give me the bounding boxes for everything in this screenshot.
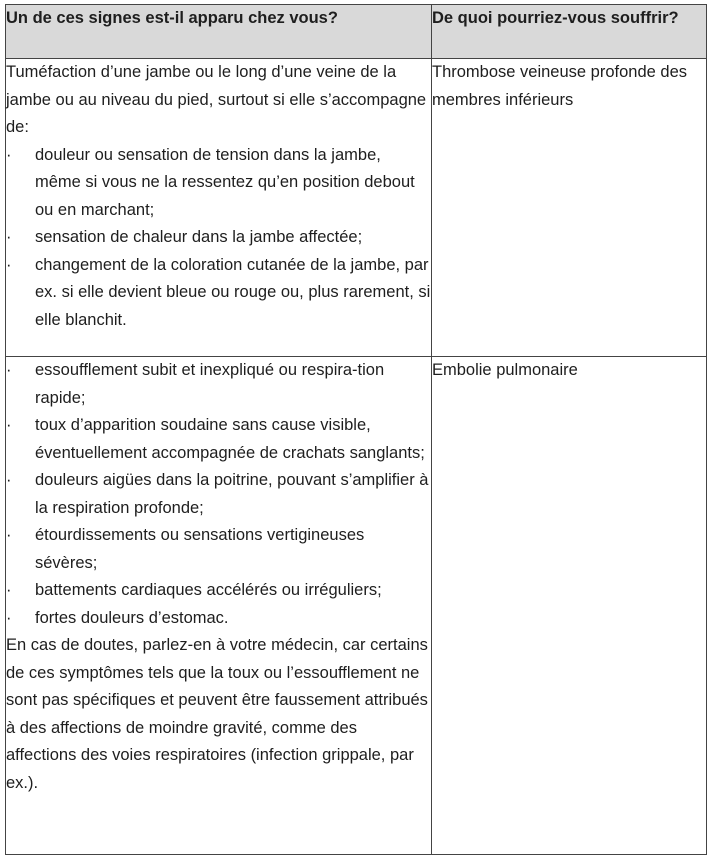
condition-cell: Embolie pulmonaire — [432, 357, 707, 855]
header-condition: De quoi pourriez-vous souffrir? — [432, 5, 707, 59]
list-item — [6, 252, 431, 335]
bullet-icon: · — [6, 228, 12, 246]
header-symptoms: Un de ces signes est-il apparu chez vous? — [6, 5, 432, 59]
bullet-icon: · — [6, 581, 12, 599]
list-item — [6, 412, 431, 467]
symptom-table — [5, 4, 707, 855]
list-item-text: sensation de chaleur dans la jambe affectée; — [35, 228, 363, 246]
table-row — [6, 59, 707, 357]
list-item — [6, 577, 431, 605]
list-item-text: battements cardiaques accélérés ou irréguliers; — [35, 581, 382, 599]
list-item-text: fortes douleurs d’estomac. — [35, 608, 229, 627]
list-item-text: douleurs aigües dans la poitrine, pouvant s’amplifier à la respiration profonde; — [35, 471, 429, 517]
bullet-icon: · — [6, 145, 12, 164]
symptom-list — [6, 357, 431, 632]
bullet-icon: · — [6, 361, 12, 379]
table-header-row — [6, 5, 707, 59]
list-item-text: étourdissements ou sensations vertigineuses sévères; — [35, 526, 365, 572]
list-item-text: essoufflement subit et inexpliqué ou respira-tion rapide; — [35, 361, 385, 407]
list-item — [6, 605, 431, 633]
bullet-icon: · — [6, 471, 12, 489]
symptoms-cell — [6, 59, 432, 357]
bullet-icon: · — [6, 416, 12, 434]
list-item — [6, 467, 431, 522]
list-item-text: toux d’apparition soudaine sans cause visible, éventuellement accompagnée de crachats sanglants; — [35, 416, 425, 462]
bullet-icon: · — [6, 255, 12, 274]
symptom-list — [6, 142, 431, 335]
doctor-advice-note: En cas de doutes, parlez-en à votre médecin, car certains de ces symptômes tels que la toux ou l’essoufflement ne sont pas spécifiques et peuvent être faussement attribués à des affections de moindre gravité, comme des affections des voies respiratoires (infection grippale, par ex.). — [6, 636, 428, 792]
condition-cell: Thrombose veineuse profonde des membres inférieurs — [432, 59, 707, 357]
list-item — [6, 142, 431, 225]
list-item-text: changement de la coloration cutanée de la jambe, par ex. si elle devient bleue ou rouge ou, plus rarement, si elle blanchit. — [35, 255, 431, 329]
bullet-icon: · — [6, 526, 12, 544]
row-intro-text: Tuméfaction d’une jambe ou le long d’une veine de la jambe ou au niveau du pied, surtout si elle s’accompagne de: — [6, 63, 427, 136]
symptoms-cell — [6, 357, 432, 855]
list-item-text: douleur ou sensation de tension dans la jambe, même si vous ne la ressentez qu’en position debout ou en marchant; — [35, 145, 415, 219]
list-item — [6, 357, 431, 412]
list-item — [6, 522, 431, 577]
bullet-icon: · — [6, 608, 12, 627]
list-item — [6, 224, 431, 252]
table-row — [6, 357, 707, 855]
